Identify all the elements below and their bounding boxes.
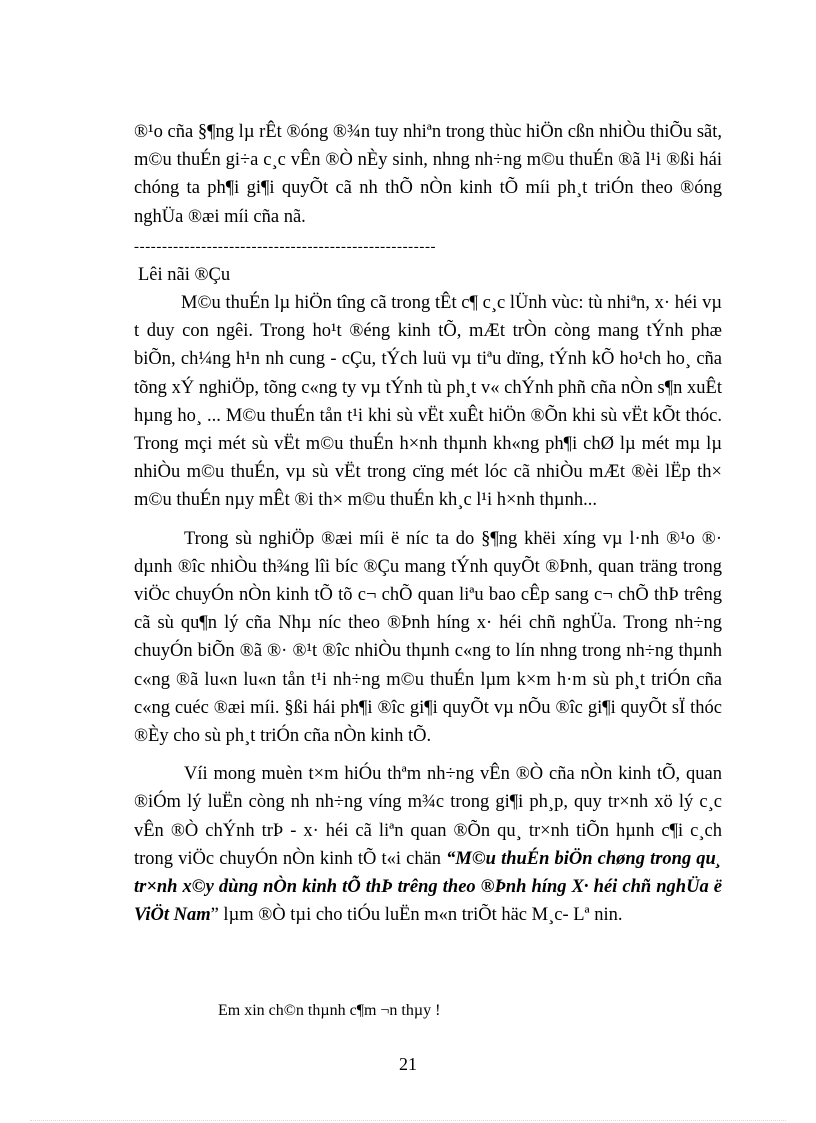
body-paragraph-2: Trong sù nghiÖp ®æi míi ë níc ta do §¶ng khëi xíng vµ l·nh ®¹o ®· dµnh ®îc nhiÒu th¾ng lîi bíc ®Çu mang tÝnh quyÕt ®Þnh, quan träng trong viÖc chuyÓn nÒn kinh tÕ tõ c¬ chÕ quan liªu bao cÊp sang c¬ chÕ thÞ trêng cã sù qu¶n lý cña Nhµ níc theo ®Þnh híng x· héi chñ nghÜa. Trong nh÷ng chuyÓn biÕn ®ã ®· ®¹t ®îc nhiÒu thµnh c«ng to lín nhng trong nh÷ng thµnh c«ng ®ã lu«n lu«n tån t¹i nh÷ng m©u thuÉn lµm k×m h·m sù ph¸t triÓn cña c«ng cuéc ®æi míi. §ßi hái ph¶i ®îc gi¶i quyÕt vµ nÕu ®îc gi¶i quyÕt sÏ thóc ®Èy cho sù ph¸t triÓn cña nÒn kinh tÕ. [134, 528, 722, 747]
page-number: 21 [399, 1054, 417, 1074]
intro-paragraph: ®¹o cña §¶ng lµ rÊt ®óng ®¾n tuy nhiªn trong thùc hiÖn cßn nhiÒu thiÕu sãt, m©u thuÉn gi÷a c¸c vÊn ®Ò nÈy sinh, nhng nh÷ng m©u thuÉn ®ã l¹i ®ßi hái chóng ta ph¶i gi¶i quyÕt cã nh thÕ nÒn kinh tÕ míi ph¸t triÓn theo ®óng nghÜa ®æi míi cña nã. [134, 122, 722, 227]
page-bottom-border [30, 1120, 786, 1121]
body-paragraph-3 [134, 760, 722, 929]
body-paragraph-1: M©u thuÉn lµ hiÖn tîng cã trong tÊt c¶ c¸c lÜnh vùc: tù nhiªn, x· héi vµ t duy con ngêi. Trong ho¹t ®éng kinh tÕ, mÆt trÒn còng mang tÝnh phæ biÕn, ch¼ng h¹n nh cung - cÇu, tÝch luü vµ tiªu dïng, tÝnh kÕ ho¹ch ho¸ cña tõng xÝ nghiÖp, tõng c«ng ty vµ tÝnh tù ph¸t v« chÝnh phñ cña nÒn s¶n xuÊt hµng ho¸ ... M©u thuÉn tån t¹i khi sù vËt xuÊt hiÖn ®Õn khi sù vËt kÕt thóc. Trong mçi mét sù vËt m©u thuÉn h×nh thµnh kh«ng ph¶i chØ lµ mét mµ lµ nhiÒu m©u thuÉn, vµ sù vËt trong cïng mét lóc cã nhiÒu mÆt ®èi lËp th× m©u thuÉn nµy mÊt ®i th× m©u thuÉn kh¸c l¹i h×nh thµnh... [134, 293, 722, 511]
paragraph-3-text-end: ” lµm ®Ò tµi cho tiÓu luËn m«n triÕt häc M¸c- Lª nin. [210, 905, 623, 926]
section-divider: ------------------------------------------------------ [134, 238, 437, 255]
thesis-title: “M©u thuÉn biÖn chøng trong qu¸ tr×nh x©y dùng nÒn kinh tÕ thÞ trêng theo ®Þnh híng X· héi chñ nghÜa ë ViÖt Nam [134, 848, 723, 926]
section-heading: Lêi nãi ®Çu [138, 264, 231, 285]
paragraph-3-text-start: Víi mong muèn t×m hiÓu thªm nh÷ng vÊn ®Ò cña nÒn kinh tÕ, quan ®iÓm lý luËn còng nh nh÷ng víng m¾c trong gi¶i ph¸p, quy tr×nh xö lý c¸c vÊn ®Ò chÝnh trÞ - x· héi cã liªn quan ®Õn qu¸ tr×nh tiÕn hµnh c¶i c¸ch trong viÖc chuyÓn nÒn kinh tÕ t«i chän [134, 764, 722, 869]
document-body [134, 118, 722, 929]
thanks-line: Em xin ch©n thµnh c¶m ¬n thµy ! [218, 1002, 441, 1019]
